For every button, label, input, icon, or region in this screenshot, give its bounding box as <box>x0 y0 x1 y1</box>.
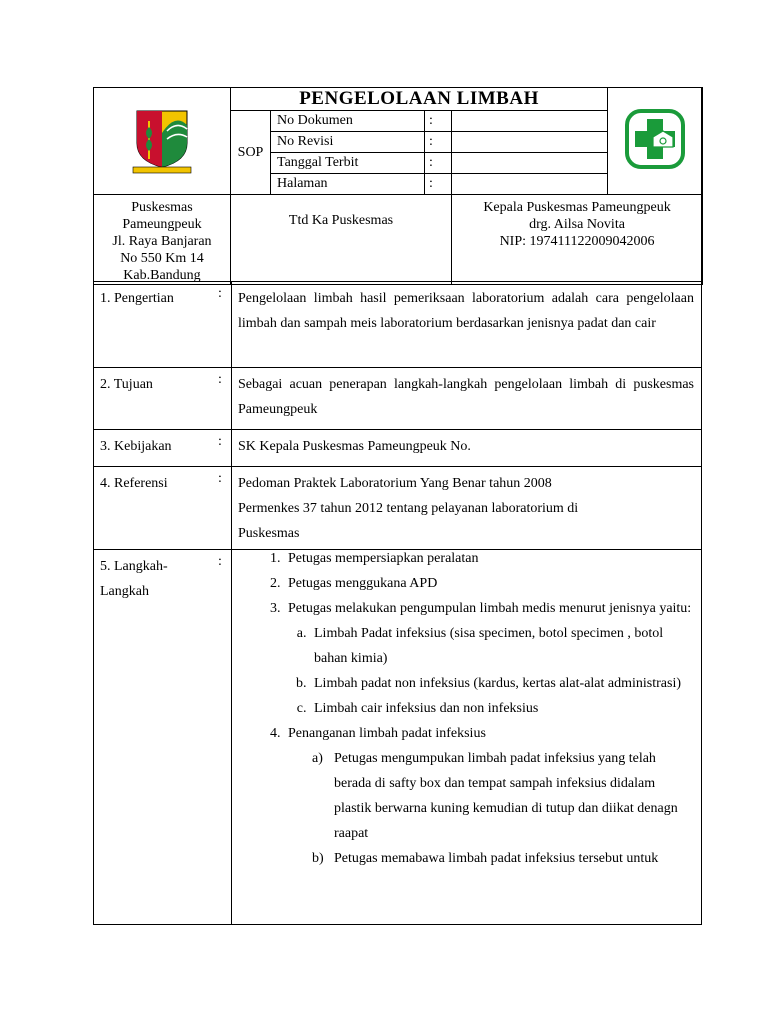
field-label-no-revisi: No Revisi <box>271 132 425 153</box>
langkah-label-line: Langkah <box>100 584 149 599</box>
list-item: b) Petugas memabawa limbah padat infeksius tersebut untuk <box>312 851 659 866</box>
ttd-label: Ttd Ka Puskesmas <box>288 213 394 228</box>
field-value-no-revisi <box>452 132 608 153</box>
address-line: No 550 Km 14 <box>120 251 204 266</box>
sub-list <box>288 621 694 721</box>
list-item: 2. Petugas menggukana APD <box>284 571 694 596</box>
section-label: 4. Referensi <box>100 476 168 491</box>
signature-placeholder <box>231 195 452 285</box>
sop-header-table <box>93 87 703 285</box>
section-pengertian <box>94 281 701 367</box>
field-colon: : <box>425 174 452 195</box>
left-logo-cell <box>94 88 231 195</box>
field-colon: : <box>425 132 452 153</box>
address-line: Kab.Bandung <box>123 268 201 283</box>
section-label: 3. Kebijakan <box>100 439 172 454</box>
steps-content <box>238 546 694 871</box>
document-title: PENGELOLAAN LIMBAH <box>231 88 608 111</box>
list-item: a) Petugas mengumpukan limbah padat infeksius yang telah berada di safty box dan tempat sampah infeksius didalam plastik berwarna kuning kemudian di tutup dan diikat denagn raapat <box>312 751 678 841</box>
referensi-line: Pedoman Praktek Laboratorium Yang Benar tahun 2008 <box>238 476 552 491</box>
langkah-label-line: 5. Langkah- <box>100 559 168 574</box>
address-line: Puskesmas <box>131 200 193 215</box>
sub-list <box>288 746 694 871</box>
section-text <box>238 434 694 459</box>
field-label-tanggal-terbit: Tanggal Terbit <box>271 153 425 174</box>
sop-document <box>93 87 702 925</box>
section-text <box>238 286 694 336</box>
field-value-tanggal-terbit <box>452 153 608 174</box>
address-line: Jl. Raya Banjaran <box>112 234 212 249</box>
right-logo-cell <box>608 88 703 195</box>
section-colon: : <box>218 471 222 486</box>
section-text <box>238 471 694 546</box>
field-label-no-dokumen: No Dokumen <box>271 111 425 132</box>
kabupaten-bandung-emblem-icon <box>127 103 197 175</box>
list-item: a. Limbah Padat infeksius (sisa specimen, botol specimen , botol bahan kimia) <box>310 621 694 671</box>
field-colon: : <box>425 153 452 174</box>
field-value-halaman <box>452 174 608 195</box>
section-colon: : <box>218 434 222 449</box>
tujuan-text: Sebagai acuan penerapan langkah-langkah pengelolaan limbah di puskesmas Pameungpeuk <box>238 377 694 417</box>
head-of-puskesmas <box>452 195 703 285</box>
section-tujuan <box>94 367 701 429</box>
head-name: drg. Ailsa Novita <box>529 217 625 232</box>
list-item: b. Limbah padat non infeksius (kardus, kertas alat-alat administrasi) <box>310 671 694 696</box>
field-value-no-dokumen <box>452 111 608 132</box>
head-nip: NIP: 197411122009042006 <box>499 234 655 249</box>
field-label-halaman: Halaman <box>271 174 425 195</box>
address-line: Pameungpeuk <box>122 217 202 232</box>
sop-label: SOP <box>231 111 271 195</box>
referensi-line: Permenkes 37 tahun 2012 tentang pelayanan laboratorium di Puskesmas <box>238 501 579 541</box>
steps-list <box>238 546 694 871</box>
list-item: 1. Petugas mempersiapkan peralatan <box>284 546 694 571</box>
section-kebijakan <box>94 429 701 466</box>
head-title: Kepala Puskesmas Pameungpeuk <box>483 200 671 215</box>
section-langkah <box>94 549 701 925</box>
pengertian-text: Pengelolaan limbah hasil pemeriksaan laboratorium adalah cara pengelolaan limbah dan sampah meis laboratorium berdasarkan jenisnya padat dan cair <box>238 291 694 331</box>
section-colon: : <box>218 286 222 301</box>
list-item: 4. Penanganan limbah padat infeksius a) Petugas mengumpukan limbah padat infeksius yang telah berada di safty box dan tempat sampah infeksius didalam plastik berwarna kuning kemudian di tutup dan diikat denagn raapat b) Petugas memabawa limbah padat infeksius tersebut untuk <box>284 721 694 871</box>
puskesmas-address <box>94 195 231 285</box>
section-colon: : <box>218 372 222 387</box>
list-item: c. Limbah cair infeksius dan non infeksius <box>310 696 694 721</box>
field-colon: : <box>425 111 452 132</box>
section-referensi <box>94 466 701 549</box>
kebijakan-text: SK Kepala Puskesmas Pameungpeuk No. <box>238 439 471 454</box>
section-label: 2. Tujuan <box>100 377 153 392</box>
section-label: 1. Pengertian <box>100 291 174 306</box>
list-item: 3. Petugas melakukan pengumpulan limbah medis menurut jenisnya yaitu: a. Limbah Padat infeksius (sisa specimen, botol specimen , botol bahan kimia) b. Limbah padat non infeksius (kardus, kertas alat-alat administrasi) c. Limbah cair infeksius dan non infeksius <box>284 596 694 721</box>
section-label <box>100 554 215 604</box>
section-colon: : <box>218 554 222 569</box>
section-text <box>238 372 694 422</box>
puskesmas-cross-logo-icon <box>623 107 687 171</box>
